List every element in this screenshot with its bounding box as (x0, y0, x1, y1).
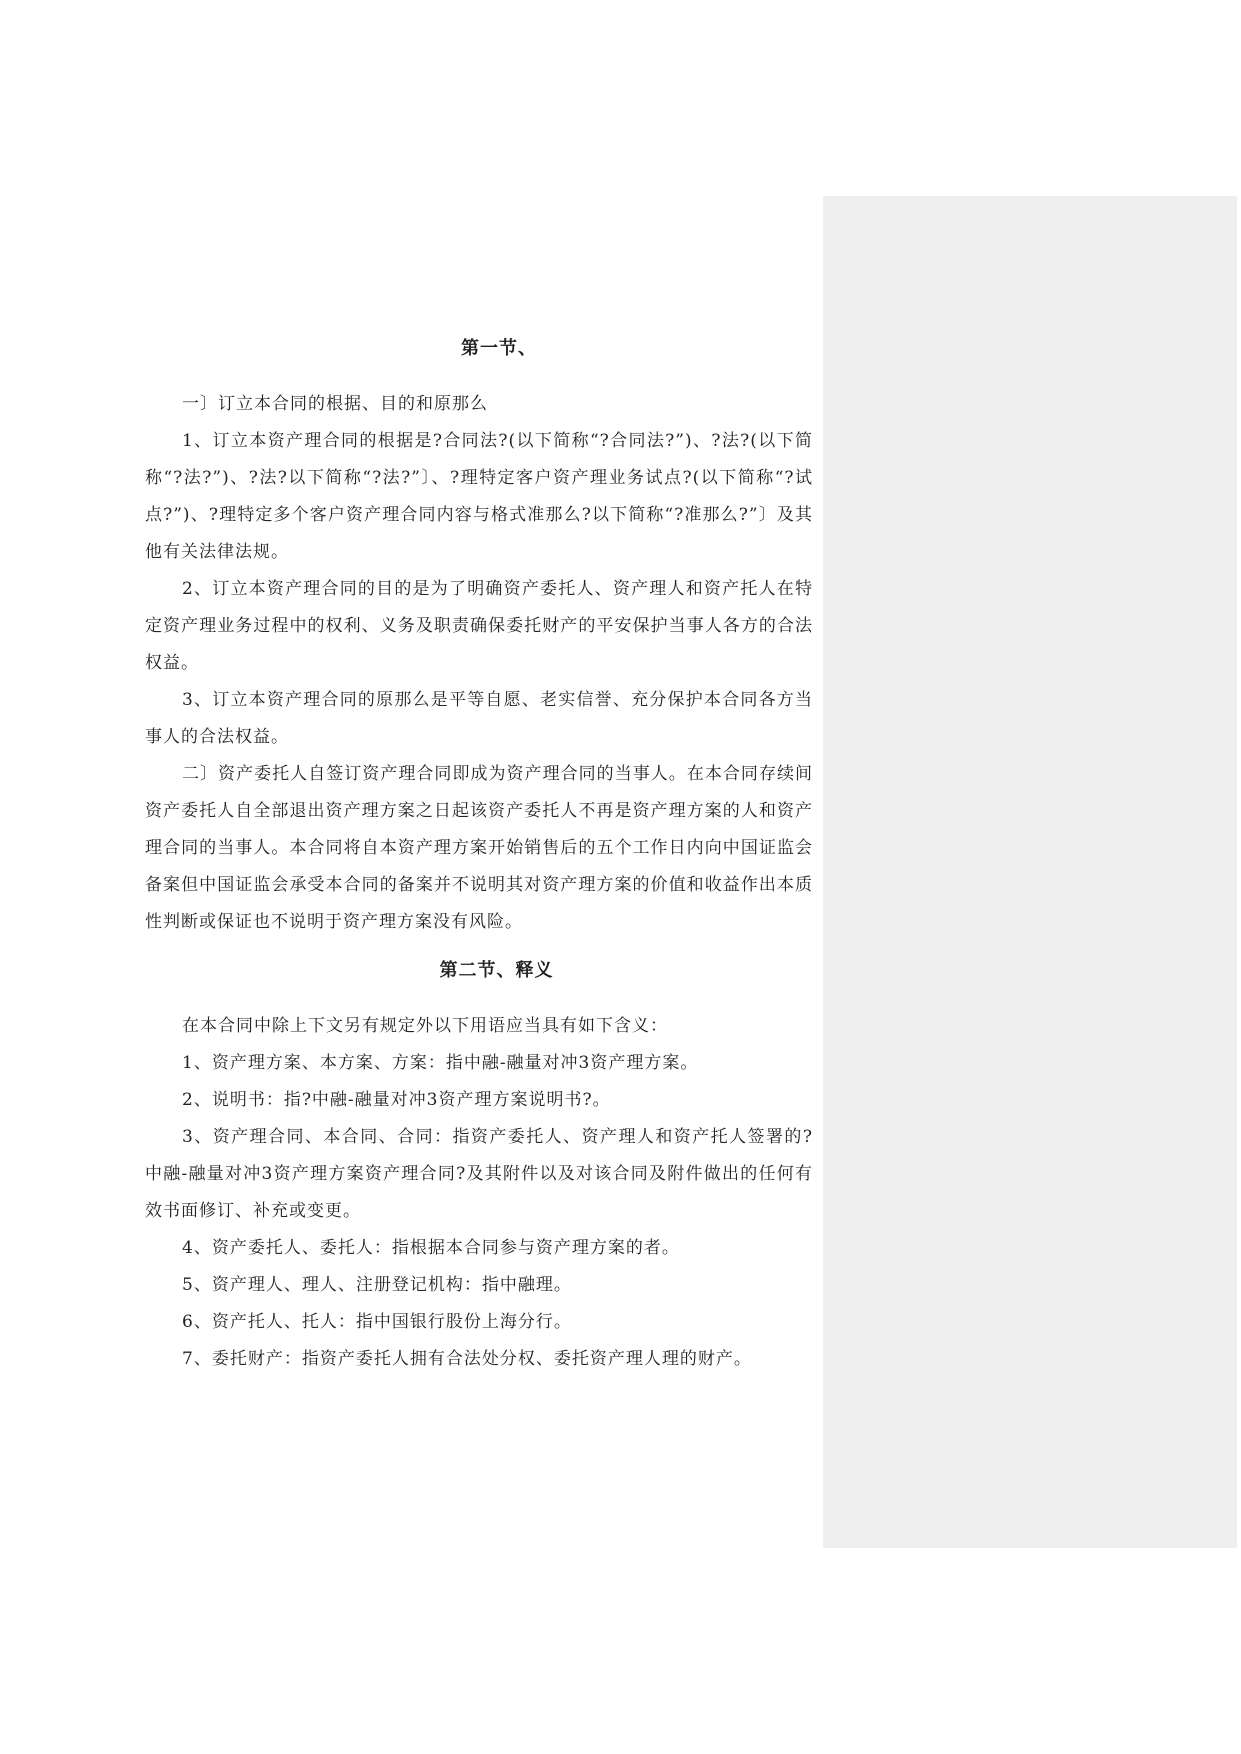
section-1-heading: 第一节、 (461, 338, 537, 359)
definition-item-6: 6、资产托人、托人：指中国银行股份上海分行。 (182, 1312, 572, 1332)
document-body (145, 325, 813, 1378)
comment-margin-pane (823, 196, 1237, 1548)
definition-item-2: 2、说明书：指?中融-融量对冲3资产理方案说明书?。 (182, 1090, 611, 1110)
section-1-clause-2: 二〕资产委托人自签订资产理合同即成为资产理合同的当事人。在本合同存续间资产委托人自全部退出资产理方案之日起该资产委托人不再是资产理方案的人和资产理合同的当事人。本合同将自本资产理方案开始销售后的五个工作日内向中国证监会备案但中国证监会承受本合同的备案并不说明其对资产理方案的价值和收益作出本质性判断或保证也不说明于资产理方案没有风险。 (145, 764, 813, 932)
definition-item-4: 4、资产委托人、委托人：指根据本合同参与资产理方案的者。 (182, 1238, 680, 1258)
definition-item-7: 7、委托财产：指资产委托人拥有合法处分权、委托资产理人理的财产。 (182, 1349, 752, 1369)
section-1-item-1: 1、订立本资产理合同的根据是?合同法?(以下简称“?合同法?”)、?法?(以下简称“?法?”)、?法?以下简称“?法?”〕、?理特定客户资产理业务试点?(以下简称“?试点?”)、?理特定多个客户资产理合同内容与格式准那么?以下简称“?准那么?”〕及其他有关法律法规。 (145, 431, 813, 562)
section-1-clause-1: 一〕订立本合同的根据、目的和原那么 (182, 394, 488, 414)
section-2-heading: 第二节、释义 (439, 960, 554, 981)
definition-item-3: 3、资产理合同、本合同、合同：指资产委托人、资产理人和资产托人签署的?中融-融量对冲3资产理方案资产理合同?及其附件以及对该合同及附件做出的任何有效书面修订、补充或变更。 (145, 1127, 813, 1221)
section-2-intro: 在本合同中除上下文另有规定外以下用语应当具有如下含义： (182, 1016, 668, 1036)
section-1-item-2: 2、订立本资产理合同的目的是为了明确资产委托人、资产理人和资产托人在特定资产理业务过程中的权利、义务及职责确保委托财产的平安保护当事人各方的合法权益。 (145, 579, 813, 673)
definition-item-5: 5、资产理人、理人、注册登记机构：指中融理。 (182, 1275, 572, 1295)
section-1-item-3: 3、订立本资产理合同的原那么是平等自愿、老实信誉、充分保护本合同各方当事人的合法权益。 (145, 690, 813, 747)
definition-item-1: 1、资产理方案、本方案、方案：指中融-融量对冲3资产理方案。 (182, 1053, 699, 1073)
